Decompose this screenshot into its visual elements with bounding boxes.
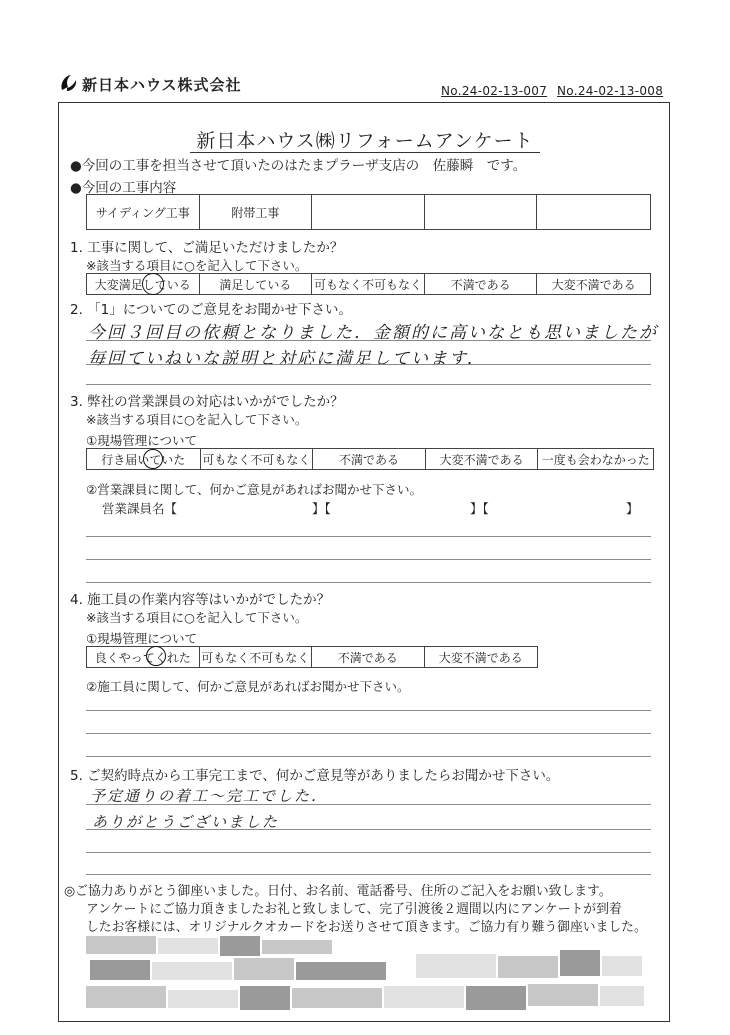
q4-sub2: ②施工員に関して、何かご意見があればお聞かせ下さい。 — [86, 679, 410, 694]
q3-option-dissatisfied[interactable]: 不満である — [313, 449, 426, 469]
company-logo-icon — [58, 72, 80, 94]
q4-option-very-dissatisfied[interactable]: 大変不満である — [438, 650, 523, 665]
company-name: 新日本ハウス株式会社 — [82, 76, 242, 94]
q3-option-never-met[interactable]: 一度も会わなかった — [541, 452, 650, 467]
answer-line — [86, 536, 651, 537]
answer-line — [86, 829, 651, 830]
q3-options — [86, 448, 654, 470]
answer-line — [86, 582, 651, 583]
q3-sub2: ②営業課員に関して、何かご意見があればお聞かせ下さい。 — [86, 482, 422, 497]
work-item: 附帯工事 — [200, 195, 313, 229]
q4-option-neutral[interactable]: 可もなく不可もなく — [200, 647, 313, 667]
redacted-customer-info — [86, 936, 646, 1016]
q1-option-neutral[interactable]: 可もなく不可もなく — [312, 274, 425, 294]
answer-line — [86, 340, 651, 341]
intro-text: ●今回の工事を担当させて頂いたのはたまプラーザ支店の 佐藤瞬 です。 — [70, 158, 527, 174]
q3-option-neutral[interactable]: 可もなく不可もなく — [201, 449, 314, 469]
work-item — [425, 195, 538, 229]
q2-question: 2. 「1」についてのご意見をお聞かせ下さい。 — [70, 302, 352, 318]
footer-line-2: アンケートにご協力頂きましたお礼と致しまして、完了引渡後２週間以内にアンケートが到着 — [86, 902, 622, 917]
work-content-table — [86, 194, 651, 230]
q4-sub1: ①現場管理について — [86, 631, 197, 646]
answer-line — [86, 804, 651, 805]
q1-selected-circle — [142, 273, 164, 295]
q5-question: 5. ご契約時点から工事完工まで、何かご意見等がありましたらお聞かせ下さい。 — [70, 768, 560, 784]
q3-option-attentive[interactable]: 行き届いていた — [87, 449, 201, 469]
q4-option-dissatisfied[interactable]: 不満である — [312, 647, 425, 667]
q1-options — [86, 273, 651, 295]
q1-question: 1. 工事に関して、ご満足いただけましたか？ — [70, 240, 344, 256]
q5-handwritten-answer-1: 予定通りの着工～完工でした． — [90, 787, 329, 805]
document-number-1: No.24-02-13-007 — [441, 84, 548, 98]
answer-line — [86, 756, 651, 757]
q4-instruction: ※該当する項目に○を記入して下さい。 — [86, 610, 308, 625]
q2-handwritten-answer-2: 毎回ていねいな説明と対応に満足しています． — [88, 349, 486, 369]
q5-handwritten-answer-2: ありがとうございました — [92, 813, 280, 831]
work-item — [537, 195, 650, 229]
q1-option-very-satisfied[interactable]: 大変満足している — [87, 274, 200, 294]
staff-bracket: 】【 — [470, 501, 489, 516]
footer-line-1: ◎ご協力ありがとう御座いました。日付、お名前、電話番号、住所のご記入をお願い致します。 — [64, 884, 612, 899]
q1-option-very-dissatisfied[interactable]: 大変不満である — [551, 277, 636, 292]
work-item — [312, 195, 425, 229]
q4-question: 4. 施工員の作業内容等はいかがでしたか？ — [70, 592, 331, 608]
q1-option-dissatisfied[interactable]: 不満である — [425, 274, 538, 294]
q1-instruction: ※該当する項目に○を記入して下さい。 — [86, 258, 308, 273]
answer-line — [86, 364, 651, 365]
q1-option-satisfied[interactable]: 満足している — [200, 274, 313, 294]
answer-line — [86, 874, 651, 875]
work-item: サイディング工事 — [87, 195, 200, 229]
q4-option-well-done[interactable]: 良くやってくれた — [87, 647, 200, 667]
footer-line-3: したお客様には、オリジナルクオカードをお送りさせて頂きます。ご協力有り難う御座いました。 — [86, 920, 647, 935]
q4-selected-circle — [146, 646, 166, 666]
q2-handwritten-answer-1: 今回３回目の依頼となりました．金額的に高いなとも思いましたが — [88, 323, 658, 343]
q3-selected-circle — [143, 449, 163, 469]
q3-option-very-dissatisfied[interactable]: 大変不満である — [426, 449, 539, 469]
answer-line — [86, 710, 651, 711]
staff-bracket: 】 — [626, 501, 639, 516]
answer-line — [86, 559, 651, 560]
survey-title: 新日本ハウス㈱リフォームアンケート — [0, 126, 730, 153]
answer-line — [86, 852, 651, 853]
work-content-label: ●今回の工事内容 — [70, 180, 177, 196]
q3-question: 3. 弊社の営業課員の対応はいかがでしたか？ — [70, 394, 344, 410]
document-number-2: No.24-02-13-008 — [557, 84, 664, 98]
answer-line — [86, 384, 651, 385]
q3-instruction: ※該当する項目に○を記入して下さい。 — [86, 412, 308, 427]
q3-sub1: ①現場管理について — [86, 433, 197, 448]
staff-bracket: 】【 — [312, 501, 331, 516]
staff-name-label: 営業課員名【 — [102, 501, 178, 516]
answer-line — [86, 733, 651, 734]
